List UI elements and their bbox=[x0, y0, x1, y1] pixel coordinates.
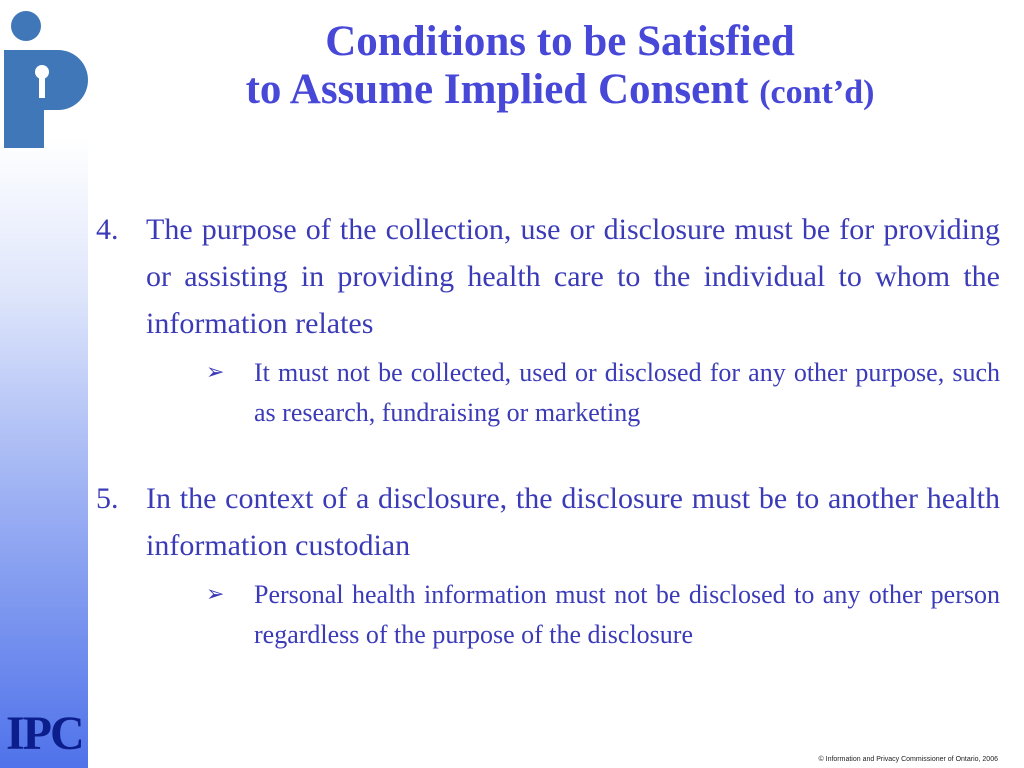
copyright-footer: © Information and Privacy Commissioner of Ontario, 2006 bbox=[818, 756, 998, 763]
title-line-1: Conditions to be Satisfied bbox=[325, 18, 795, 65]
ipc-logo-text: IPC bbox=[6, 707, 83, 760]
list-item bbox=[96, 475, 1000, 655]
arrow-right-icon: ➢ bbox=[206, 582, 225, 607]
ipc-logo-icon bbox=[0, 6, 88, 148]
slide-body bbox=[96, 206, 1000, 655]
title-suffix: (cont’d) bbox=[759, 74, 875, 111]
item-number: 4. bbox=[96, 213, 119, 246]
spacer bbox=[96, 433, 1000, 475]
sub-bullet-item bbox=[146, 353, 1000, 433]
item-number: 5. bbox=[96, 482, 119, 515]
item-text: The purpose of the collection, use or disclosure must be for providing or assisting in providing health care to the individual to whom the information relates bbox=[146, 213, 1000, 340]
slide-title bbox=[120, 18, 1000, 117]
sub-bullet-item bbox=[146, 575, 1000, 655]
sub-bullet-text: Personal health information must not be disclosed to any other person regardless of the purpose of the disclosure bbox=[254, 580, 1000, 649]
title-line-2 bbox=[120, 66, 1000, 117]
title-line-2-text: to Assume Implied Consent bbox=[245, 66, 749, 113]
sub-bullet-text: It must not be collected, used or disclosed for any other purpose, such as research, fundraising or marketing bbox=[254, 358, 1000, 427]
item-text: In the context of a disclosure, the disclosure must be to another health information custodian bbox=[146, 482, 1000, 562]
list-item bbox=[96, 206, 1000, 433]
arrow-right-icon: ➢ bbox=[206, 360, 225, 385]
